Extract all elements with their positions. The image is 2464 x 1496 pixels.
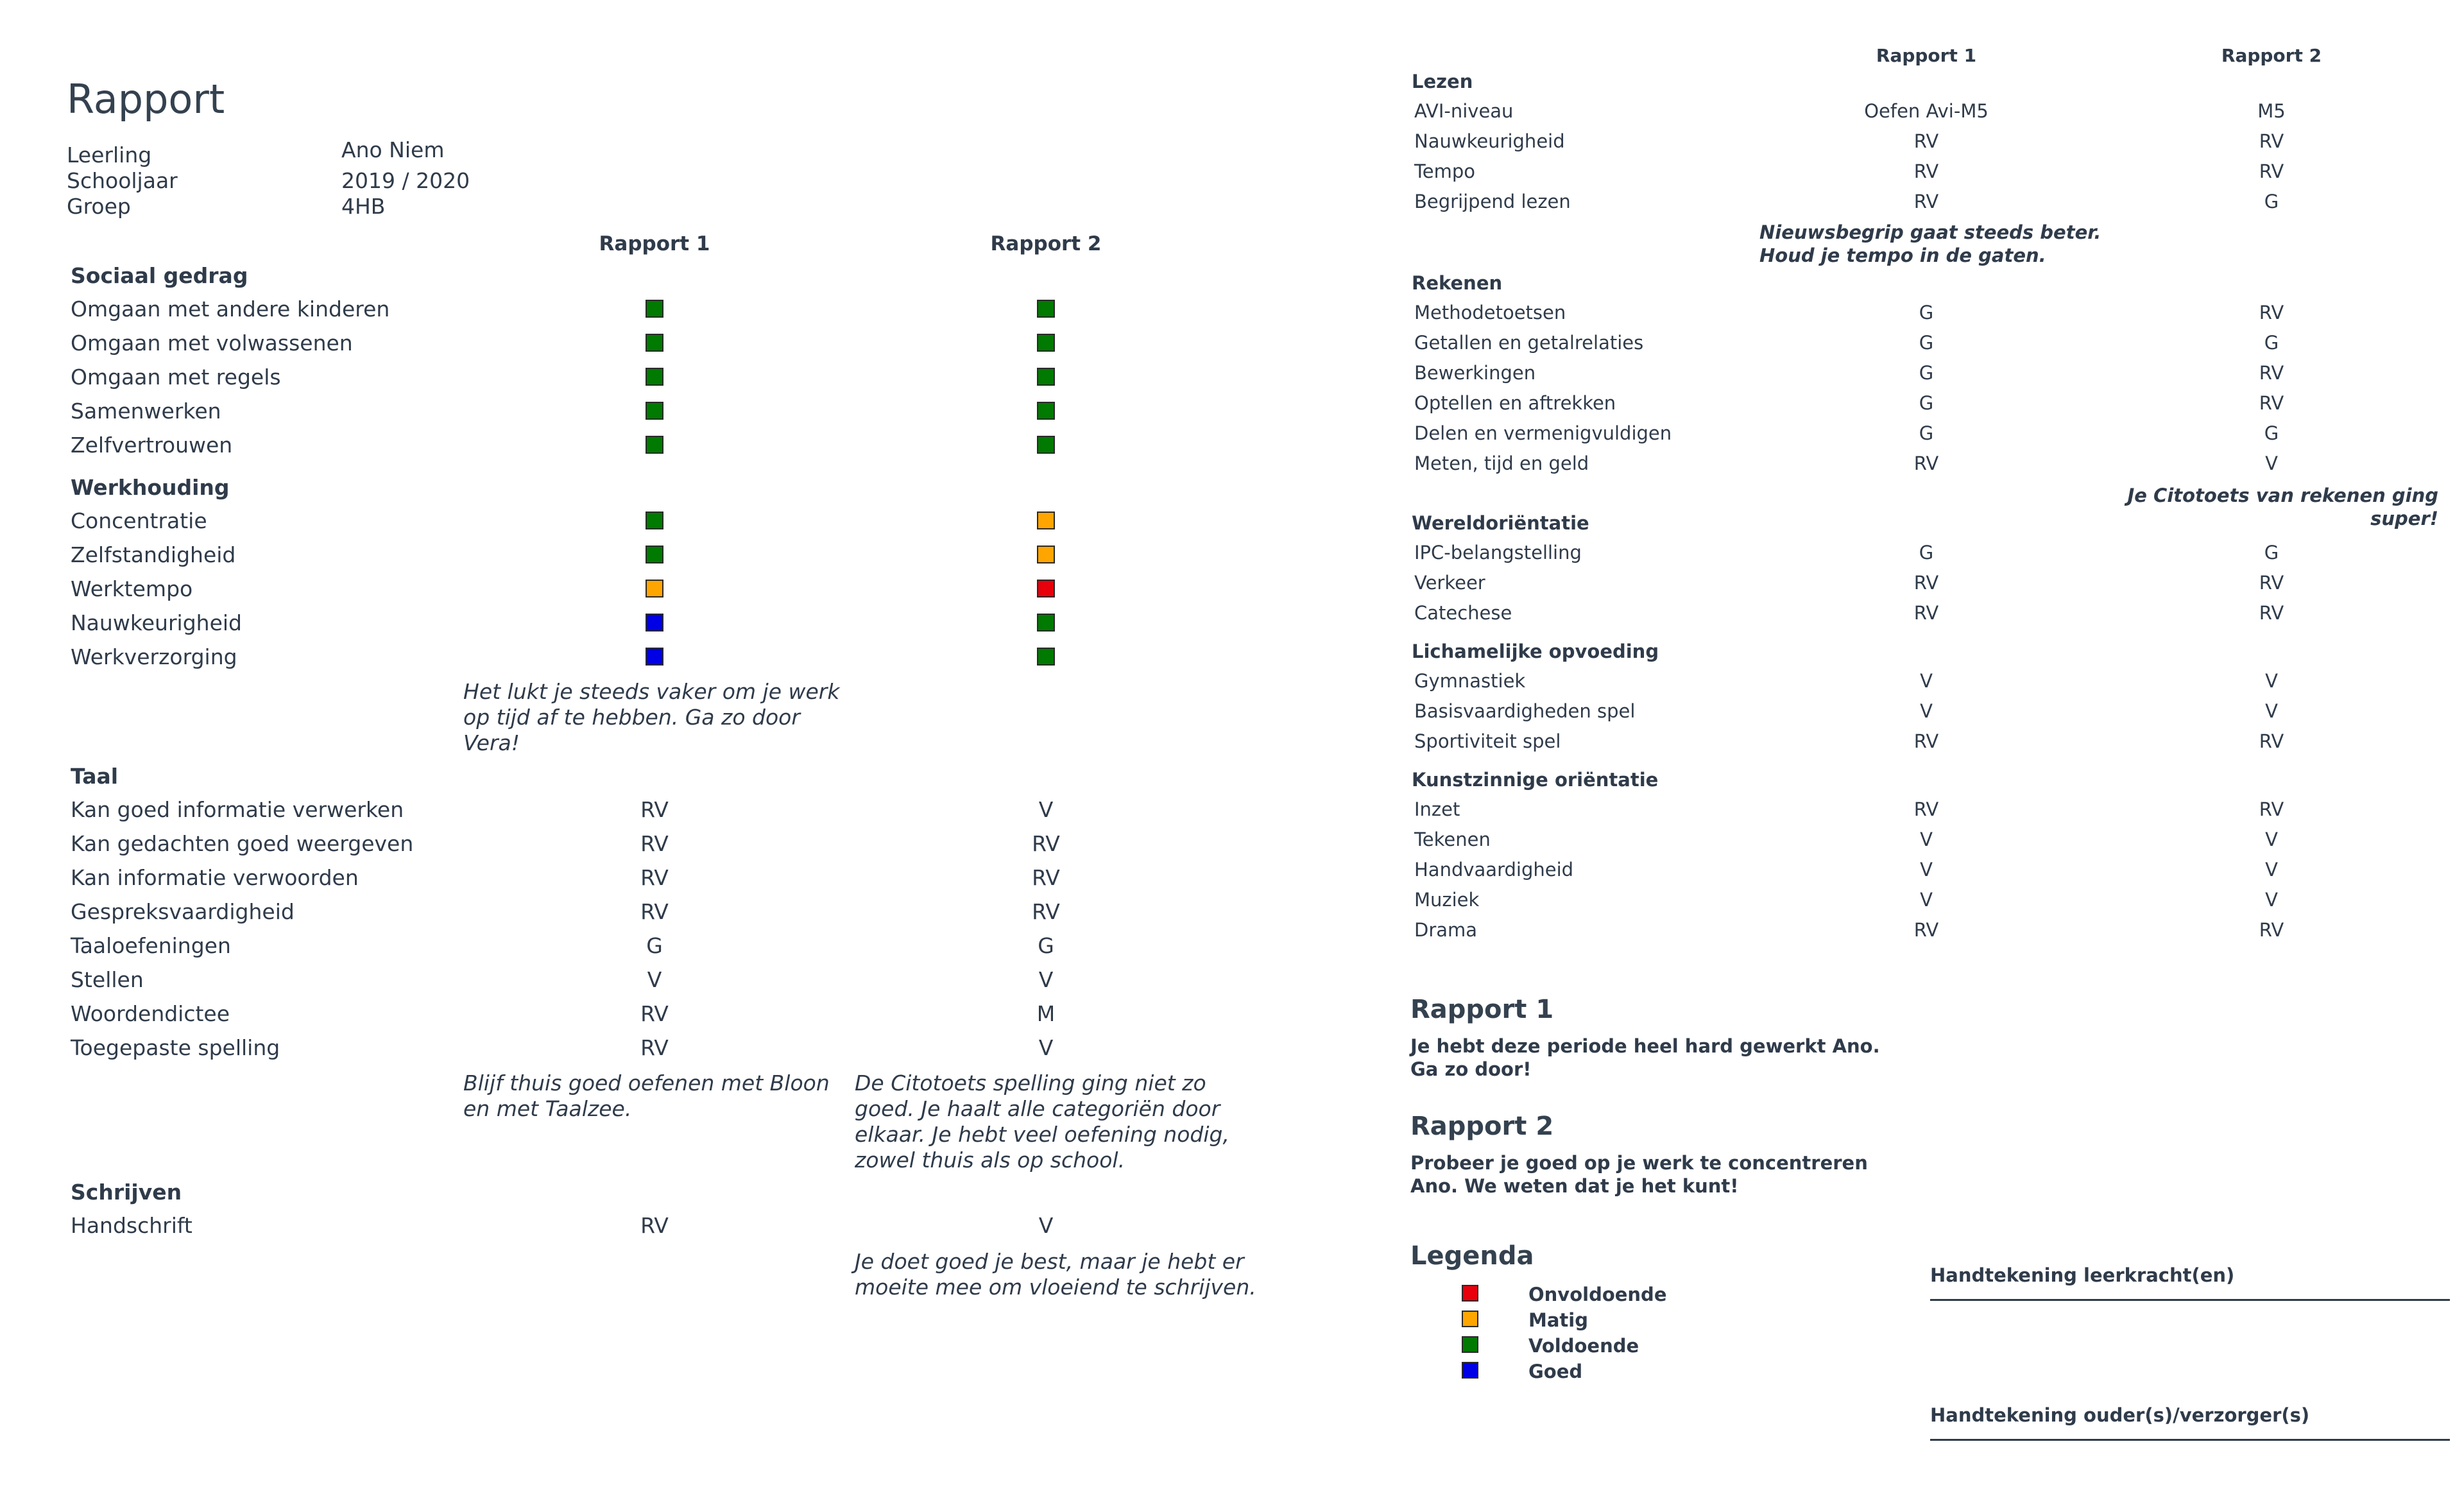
rating-value-rapport-2: V xyxy=(2265,452,2278,474)
rating-square-voldoende xyxy=(1037,614,1055,632)
rating-value-rapport-2: RV xyxy=(2259,392,2284,414)
row-label: Zelfvertrouwen xyxy=(71,433,233,458)
row-label: Basisvaardigheden spel xyxy=(1414,700,1636,722)
rating-value-rapport-1: G xyxy=(1919,332,1934,354)
row-label: Omgaan met regels xyxy=(71,365,281,390)
rating-value-rapport-1: RV xyxy=(1913,191,1939,212)
rating-value-rapport-2: M5 xyxy=(2257,100,2286,122)
row-label: Werkverzorging xyxy=(71,644,237,669)
legend-label: Matig xyxy=(1528,1309,1588,1331)
row-label: Nauwkeurigheid xyxy=(1414,130,1565,152)
signature-label-parents: Handtekening ouder(s)/verzorger(s) xyxy=(1930,1404,2310,1426)
right-column-header-rapport-1: Rapport 1 xyxy=(1876,45,1977,66)
rating-value-rapport-2: RV xyxy=(2259,572,2284,594)
rating-square-goed xyxy=(646,648,663,666)
rating-value-rapport-1: RV xyxy=(1913,602,1939,624)
row-label: Handvaardigheid xyxy=(1414,859,1574,881)
row-label: Concentratie xyxy=(71,508,207,533)
info-value-leerling: Ano Niem xyxy=(341,137,445,162)
legend-label: Voldoende xyxy=(1528,1335,1639,1357)
rating-value-rapport-2: V xyxy=(2265,829,2278,850)
rating-value-rapport-2: V xyxy=(1038,797,1054,822)
row-label: Meten, tijd en geld xyxy=(1414,452,1589,474)
signature-label-teacher: Handtekening leerkracht(en) xyxy=(1930,1264,2235,1286)
rating-value-rapport-1: V xyxy=(1920,700,1933,722)
rating-value-rapport-2: M xyxy=(1036,1001,1056,1026)
row-label: Samenwerken xyxy=(71,399,221,424)
signature-line-teacher[interactable] xyxy=(1930,1299,2450,1301)
rating-value-rapport-1: RV xyxy=(1913,130,1939,152)
row-label: Zelfstandigheid xyxy=(71,542,236,567)
section-heading-wereldorientatie: Wereldoriëntatie xyxy=(1412,512,1589,534)
rating-value-rapport-2: RV xyxy=(2259,730,2284,752)
row-label: Getallen en getalrelaties xyxy=(1414,332,1644,354)
lezen-note-rapport-1: Nieuwsbegrip gaat steeds beter. Houd je tempo in de gaten. xyxy=(1759,221,2101,266)
row-label: Sportiviteit spel xyxy=(1414,730,1561,752)
rating-square-voldoende xyxy=(1037,436,1055,454)
taal-note-rapport-2: De Citotoets spelling ging niet zo goed. Je haalt alle categoriën door elkaar. Je hebt veel oefening nodig, zowel thuis als op school. xyxy=(855,1070,1229,1173)
info-value-schooljaar: 2019 / 2020 xyxy=(341,168,470,193)
row-label: Begrijpend lezen xyxy=(1414,191,1571,212)
legend-square-voldoende xyxy=(1462,1336,1478,1353)
rating-value-rapport-1: RV xyxy=(1913,730,1939,752)
rapport-2-message: Probeer je goed op je werk te concentreren Ano. We weten dat je het kunt! xyxy=(1410,1152,1868,1197)
row-label: AVI-niveau xyxy=(1414,100,1514,122)
rating-value-rapport-1: RV xyxy=(640,1035,669,1060)
rating-value-rapport-1: G xyxy=(1919,302,1934,323)
rating-square-voldoende xyxy=(646,300,663,318)
rating-value-rapport-2: G xyxy=(2264,422,2279,444)
rating-value-rapport-2: RV xyxy=(2259,602,2284,624)
row-label: Catechese xyxy=(1414,602,1512,624)
rating-value-rapport-1: G xyxy=(1919,422,1934,444)
legend-square-onvoldoende xyxy=(1462,1285,1478,1302)
rating-square-matig xyxy=(1037,512,1055,529)
rating-value-rapport-2: G xyxy=(2264,542,2279,563)
section-heading-sociaal-gedrag: Sociaal gedrag xyxy=(71,263,248,288)
rating-value-rapport-2: RV xyxy=(2259,130,2284,152)
info-label-leerling: Leerling xyxy=(67,142,152,168)
rating-value-rapport-1: RV xyxy=(640,831,669,856)
row-label: Toegepaste spelling xyxy=(71,1035,280,1060)
section-heading-lichamelijke-opvoeding: Lichamelijke opvoeding xyxy=(1412,641,1659,662)
row-label: Kan informatie verwoorden xyxy=(71,865,359,890)
rating-square-voldoende xyxy=(646,334,663,352)
row-label: Methodetoetsen xyxy=(1414,302,1566,323)
column-header-rapport-2: Rapport 2 xyxy=(990,232,1102,255)
rating-square-voldoende xyxy=(1037,300,1055,318)
rating-value-rapport-2: V xyxy=(1038,1035,1054,1060)
rating-value-rapport-2: V xyxy=(2265,670,2278,692)
section-heading-schrijven: Schrijven xyxy=(71,1180,182,1205)
rating-square-voldoende xyxy=(646,436,663,454)
row-label: Verkeer xyxy=(1414,572,1485,594)
rating-square-voldoende xyxy=(1037,648,1055,666)
row-label: Drama xyxy=(1414,919,1478,941)
rating-value-rapport-2: RV xyxy=(2259,302,2284,323)
rating-value-rapport-1: G xyxy=(1919,362,1934,384)
rating-value-rapport-2: G xyxy=(2264,332,2279,354)
rating-square-voldoende xyxy=(646,512,663,529)
row-label: Gespreksvaardigheid xyxy=(71,899,295,924)
row-label: IPC-belangstelling xyxy=(1414,542,1582,563)
row-label: Tempo xyxy=(1414,160,1476,182)
row-label: Muziek xyxy=(1414,889,1480,911)
rating-square-matig xyxy=(646,580,663,598)
section-heading-taal: Taal xyxy=(71,764,119,789)
rapport-2-heading: Rapport 2 xyxy=(1410,1112,1554,1141)
section-heading-rekenen: Rekenen xyxy=(1412,272,1503,294)
rating-square-voldoende xyxy=(646,546,663,563)
section-heading-kunstzinnige-orientatie: Kunstzinnige oriëntatie xyxy=(1412,769,1659,791)
legend-label: Onvoldoende xyxy=(1528,1284,1667,1305)
rating-value-rapport-2: V xyxy=(2265,859,2278,881)
rating-value-rapport-2: V xyxy=(2265,700,2278,722)
rating-value-rapport-1: RV xyxy=(1913,160,1939,182)
rating-value-rapport-2: RV xyxy=(2259,160,2284,182)
rating-square-onvoldoende xyxy=(1037,580,1055,598)
rating-value-rapport-1: V xyxy=(1920,859,1933,881)
rating-value-rapport-1: V xyxy=(1920,829,1933,850)
rating-value-rapport-1: RV xyxy=(1913,798,1939,820)
rating-value-rapport-2: RV xyxy=(1032,865,1060,890)
rating-square-voldoende xyxy=(646,402,663,420)
rating-value-rapport-1: V xyxy=(1920,670,1933,692)
rapport-1-message: Je hebt deze periode heel hard gewerkt Ano. Ga zo door! xyxy=(1410,1035,1880,1080)
row-label: Omgaan met andere kinderen xyxy=(71,297,390,322)
rating-value-rapport-2: V xyxy=(1038,967,1054,992)
legend-square-matig xyxy=(1462,1311,1478,1327)
row-label: Tekenen xyxy=(1414,829,1491,850)
rating-value-rapport-1: G xyxy=(646,933,663,958)
row-label: Inzet xyxy=(1414,798,1460,820)
row-label: Taaloefeningen xyxy=(71,933,231,958)
rating-value-rapport-2: RV xyxy=(2259,798,2284,820)
rating-value-rapport-1: G xyxy=(1919,392,1934,414)
rating-value-rapport-1: RV xyxy=(1913,572,1939,594)
info-label-groep: Groep xyxy=(67,194,131,219)
row-label: Kan gedachten goed weergeven xyxy=(71,831,414,856)
rating-value-rapport-1: RV xyxy=(640,797,669,822)
info-label-schooljaar: Schooljaar xyxy=(67,168,178,193)
row-label: Optellen en aftrekken xyxy=(1414,392,1616,414)
section-heading-werkhouding: Werkhouding xyxy=(71,475,230,500)
column-header-rapport-1: Rapport 1 xyxy=(599,232,710,255)
row-label: Bewerkingen xyxy=(1414,362,1536,384)
rating-value-rapport-2: RV xyxy=(2259,362,2284,384)
rating-value-rapport-2: V xyxy=(1038,1213,1054,1238)
signature-line-parents[interactable] xyxy=(1930,1439,2450,1441)
rating-value-rapport-2: G xyxy=(1038,933,1054,958)
rating-value-rapport-1: RV xyxy=(1913,919,1939,941)
rating-value-rapport-1: Oefen Avi-M5 xyxy=(1864,100,1989,122)
rating-value-rapport-2: RV xyxy=(1032,899,1060,924)
section-heading-lezen: Lezen xyxy=(1412,71,1473,92)
rating-value-rapport-2: G xyxy=(2264,191,2279,212)
rating-square-voldoende xyxy=(1037,368,1055,386)
rating-value-rapport-2: RV xyxy=(1032,831,1060,856)
legend-label: Goed xyxy=(1528,1361,1583,1382)
rating-square-matig xyxy=(1037,546,1055,563)
legenda-heading: Legenda xyxy=(1410,1241,1534,1271)
row-label: Nauwkeurigheid xyxy=(71,610,242,635)
row-label: Woordendictee xyxy=(71,1001,230,1026)
row-label: Stellen xyxy=(71,967,144,992)
info-value-groep: 4HB xyxy=(341,194,386,219)
page-title: Rapport xyxy=(67,76,225,123)
row-label: Gymnastiek xyxy=(1414,670,1526,692)
taal-note-rapport-1: Blijf thuis goed oefenen met Bloon en met Taalzee. xyxy=(463,1070,830,1121)
rating-value-rapport-1: RV xyxy=(1913,452,1939,474)
row-label: Handschrift xyxy=(71,1213,193,1238)
row-label: Delen en vermenigvuldigen xyxy=(1414,422,1672,444)
rapport-1-heading: Rapport 1 xyxy=(1410,995,1554,1024)
rating-value-rapport-1: RV xyxy=(640,1213,669,1238)
rating-value-rapport-2: RV xyxy=(2259,919,2284,941)
rating-value-rapport-1: V xyxy=(647,967,662,992)
rating-square-goed xyxy=(646,614,663,632)
rating-value-rapport-1: RV xyxy=(640,865,669,890)
rating-value-rapport-1: RV xyxy=(640,899,669,924)
rating-value-rapport-1: G xyxy=(1919,542,1934,563)
right-column-header-rapport-2: Rapport 2 xyxy=(2221,45,2322,66)
row-label: Kan goed informatie verwerken xyxy=(71,797,404,822)
rating-square-voldoende xyxy=(1037,402,1055,420)
schrijven-note-rapport-2: Je doet goed je best, maar je hebt er moeite mee om vloeiend te schrijven. xyxy=(855,1249,1256,1300)
rekenen-note-rapport-2: Je Citotoets van rekenen ging super! xyxy=(2127,485,2438,529)
rating-value-rapport-1: RV xyxy=(640,1001,669,1026)
werkhouding-note-rapport-1: Het lukt je steeds vaker om je werk op tijd af te hebben. Ga zo door Vera! xyxy=(463,679,840,755)
row-label: Werktempo xyxy=(71,576,193,601)
rating-square-voldoende xyxy=(646,368,663,386)
rating-value-rapport-1: V xyxy=(1920,889,1933,911)
row-label: Omgaan met volwassenen xyxy=(71,331,353,356)
rating-value-rapport-2: V xyxy=(2265,889,2278,911)
legend-square-goed xyxy=(1462,1362,1478,1379)
rating-square-voldoende xyxy=(1037,334,1055,352)
